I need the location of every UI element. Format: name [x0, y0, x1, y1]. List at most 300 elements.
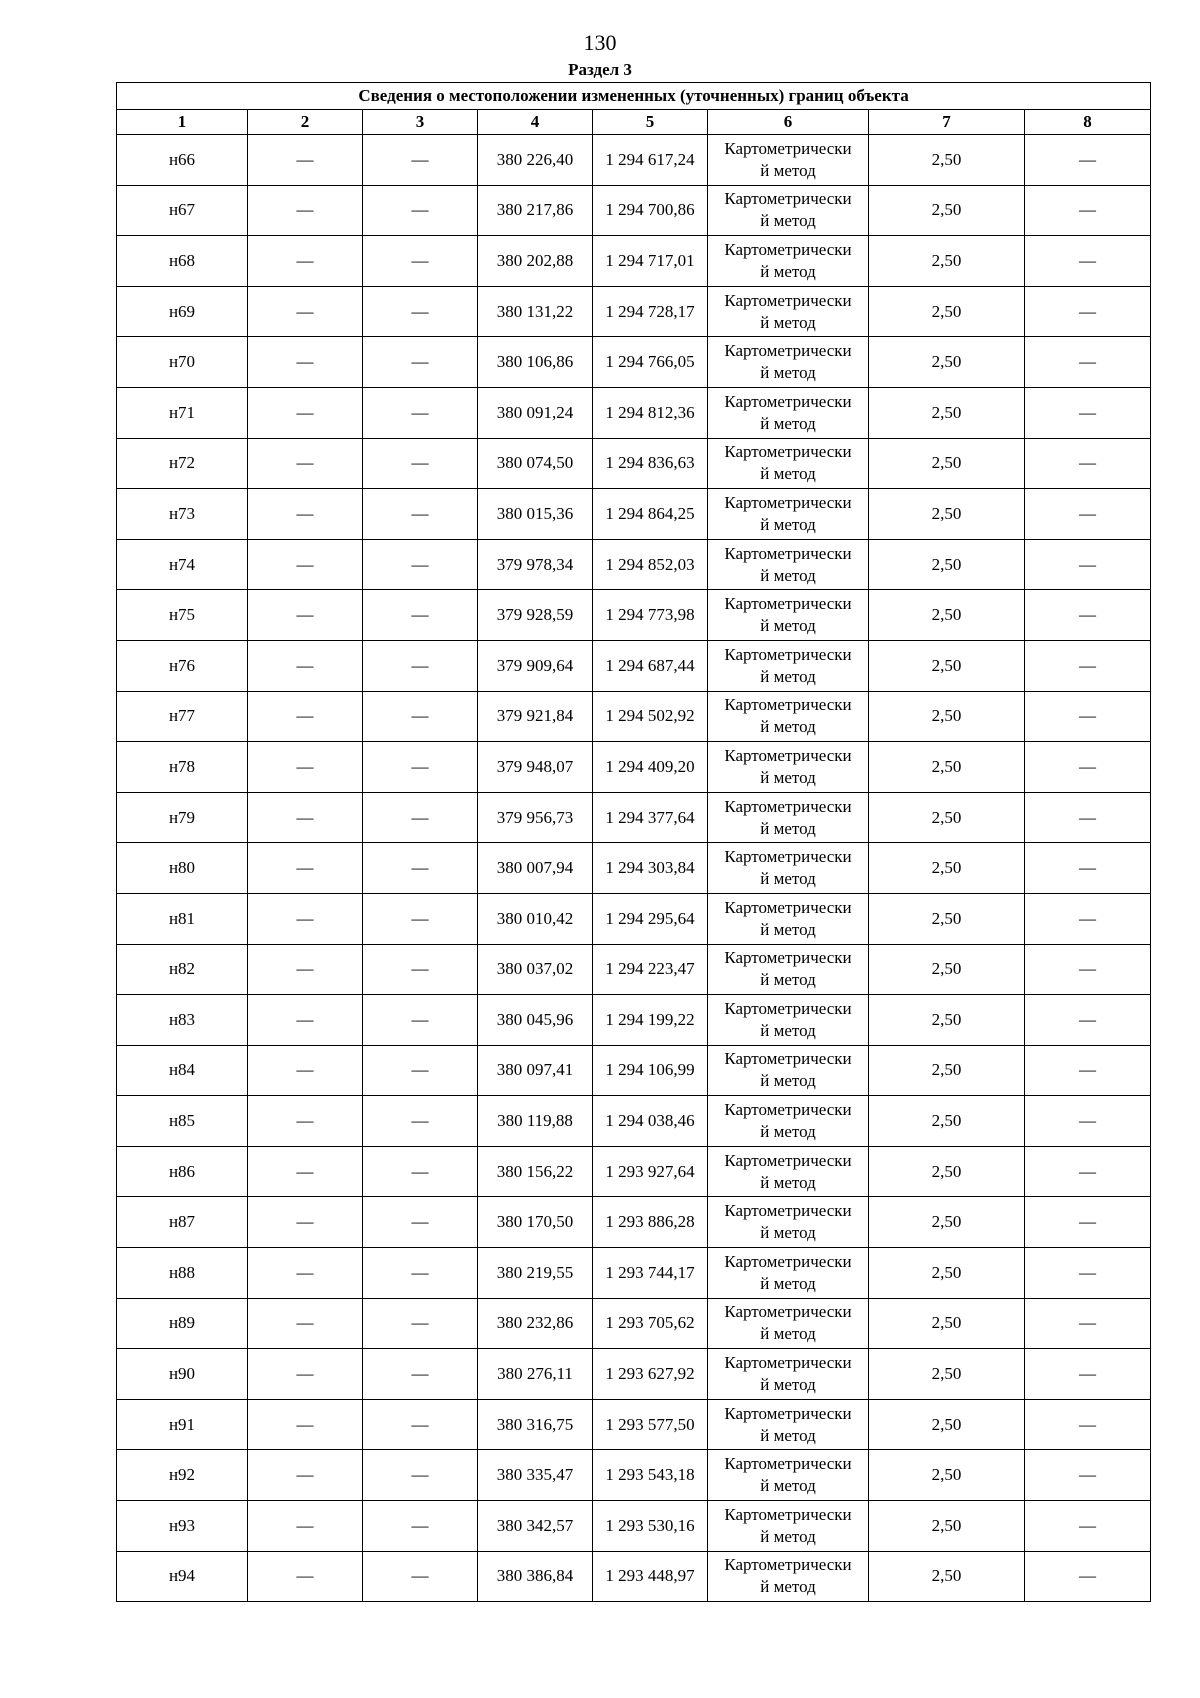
x-coordinate-cell: 380 342,57 — [478, 1501, 593, 1552]
method-line-1: Картометрически — [724, 998, 852, 1018]
method-line-2: й метод — [760, 160, 816, 180]
y-coordinate-cell: 1 294 409,20 — [593, 742, 708, 793]
column-2-cell: — — [248, 185, 363, 236]
method-cell — [708, 640, 869, 691]
column-2-cell: — — [248, 387, 363, 438]
method-cell — [708, 792, 869, 843]
y-coordinate-cell: 1 294 812,36 — [593, 387, 708, 438]
coordinates-table — [116, 82, 1151, 1602]
point-name-cell: н76 — [117, 640, 248, 691]
y-coordinate-cell: 1 294 717,01 — [593, 236, 708, 287]
point-name-cell: н90 — [117, 1349, 248, 1400]
y-coordinate-cell: 1 294 687,44 — [593, 640, 708, 691]
column-8-cell: — — [1025, 1501, 1151, 1552]
point-name-cell: н88 — [117, 1248, 248, 1299]
column-8-cell: — — [1025, 691, 1151, 742]
table-row — [117, 236, 1151, 287]
column-2-cell: — — [248, 691, 363, 742]
table-row — [117, 1096, 1151, 1147]
y-coordinate-cell: 1 294 502,92 — [593, 691, 708, 742]
point-name-cell: н79 — [117, 792, 248, 843]
accuracy-cell: 2,50 — [869, 135, 1025, 186]
column-8-cell: — — [1025, 1399, 1151, 1450]
table-body — [117, 135, 1151, 1602]
x-coordinate-cell: 380 316,75 — [478, 1399, 593, 1450]
method-cell — [708, 1450, 869, 1501]
point-name-cell: н86 — [117, 1146, 248, 1197]
method-line-1: Картометрически — [724, 341, 852, 361]
accuracy-cell: 2,50 — [869, 691, 1025, 742]
point-name-cell: н84 — [117, 1045, 248, 1096]
x-coordinate-cell: 380 156,22 — [478, 1146, 593, 1197]
method-line-1: Картометрически — [724, 644, 852, 664]
column-8-cell: — — [1025, 387, 1151, 438]
accuracy-cell: 2,50 — [869, 387, 1025, 438]
x-coordinate-cell: 380 386,84 — [478, 1551, 593, 1602]
table-row — [117, 742, 1151, 793]
table-row — [117, 337, 1151, 388]
column-3-cell: — — [363, 742, 478, 793]
method-line-1: Картометрически — [724, 1100, 852, 1120]
method-line-2: й метод — [760, 1071, 816, 1091]
column-number-row — [117, 110, 1151, 135]
method-line-1: Картометрически — [724, 138, 852, 158]
point-name-cell: н66 — [117, 135, 248, 186]
column-3-cell: — — [363, 1551, 478, 1602]
table-row — [117, 286, 1151, 337]
section-title: Раздел 3 — [568, 60, 632, 79]
table-caption: Сведения о местоположении измененных (уточненных) границ объекта — [117, 83, 1151, 110]
point-name-cell: н87 — [117, 1197, 248, 1248]
y-coordinate-cell: 1 294 864,25 — [593, 489, 708, 540]
accuracy-cell: 2,50 — [869, 1450, 1025, 1501]
point-name-cell: н92 — [117, 1450, 248, 1501]
y-coordinate-cell: 1 294 303,84 — [593, 843, 708, 894]
column-8-cell: — — [1025, 590, 1151, 641]
point-name-cell: н89 — [117, 1298, 248, 1349]
method-line-1: Картометрически — [724, 1353, 852, 1373]
column-8-cell: — — [1025, 1146, 1151, 1197]
method-cell — [708, 286, 869, 337]
point-name-cell: н67 — [117, 185, 248, 236]
column-3-cell: — — [363, 489, 478, 540]
column-3-cell: — — [363, 1298, 478, 1349]
method-line-1: Картометрически — [724, 543, 852, 563]
accuracy-cell: 2,50 — [869, 995, 1025, 1046]
column-3-cell: — — [363, 1197, 478, 1248]
accuracy-cell: 2,50 — [869, 1146, 1025, 1197]
method-line-2: й метод — [760, 1526, 816, 1546]
method-line-2: й метод — [760, 919, 816, 939]
method-cell — [708, 1146, 869, 1197]
method-line-2: й метод — [760, 514, 816, 534]
accuracy-cell: 2,50 — [869, 792, 1025, 843]
x-coordinate-cell: 380 074,50 — [478, 438, 593, 489]
accuracy-cell: 2,50 — [869, 1298, 1025, 1349]
y-coordinate-cell: 1 293 543,18 — [593, 1450, 708, 1501]
column-8-cell: — — [1025, 438, 1151, 489]
accuracy-cell: 2,50 — [869, 843, 1025, 894]
column-number: 8 — [1025, 110, 1151, 135]
accuracy-cell: 2,50 — [869, 1399, 1025, 1450]
table-row — [117, 893, 1151, 944]
column-8-cell: — — [1025, 185, 1151, 236]
x-coordinate-cell: 379 909,64 — [478, 640, 593, 691]
method-line-2: й метод — [760, 818, 816, 838]
column-2-cell: — — [248, 1450, 363, 1501]
column-3-cell: — — [363, 944, 478, 995]
column-8-cell: — — [1025, 1045, 1151, 1096]
method-line-1: Картометрически — [724, 1251, 852, 1271]
table-caption-row — [117, 83, 1151, 110]
method-cell — [708, 1045, 869, 1096]
accuracy-cell: 2,50 — [869, 1349, 1025, 1400]
column-3-cell: — — [363, 1146, 478, 1197]
method-line-1: Картометрически — [724, 1302, 852, 1322]
accuracy-cell: 2,50 — [869, 1501, 1025, 1552]
accuracy-cell: 2,50 — [869, 438, 1025, 489]
table-row — [117, 590, 1151, 641]
method-line-2: й метод — [760, 261, 816, 281]
table-row — [117, 1197, 1151, 1248]
column-2-cell: — — [248, 1045, 363, 1096]
column-number: 2 — [248, 110, 363, 135]
point-name-cell: н70 — [117, 337, 248, 388]
column-number: 5 — [593, 110, 708, 135]
table-row — [117, 1551, 1151, 1602]
method-line-1: Картометрически — [724, 492, 852, 512]
column-2-cell: — — [248, 1551, 363, 1602]
column-8-cell: — — [1025, 1197, 1151, 1248]
method-line-2: й метод — [760, 1223, 816, 1243]
column-2-cell: — — [248, 590, 363, 641]
method-line-2: й метод — [760, 565, 816, 585]
column-3-cell: — — [363, 135, 478, 186]
method-line-2: й метод — [760, 211, 816, 231]
method-line-1: Картометрически — [724, 442, 852, 462]
accuracy-cell: 2,50 — [869, 944, 1025, 995]
column-8-cell: — — [1025, 489, 1151, 540]
y-coordinate-cell: 1 294 199,22 — [593, 995, 708, 1046]
column-8-cell: — — [1025, 1450, 1151, 1501]
column-3-cell: — — [363, 1450, 478, 1501]
method-cell — [708, 1197, 869, 1248]
table-row — [117, 1248, 1151, 1299]
y-coordinate-cell: 1 293 577,50 — [593, 1399, 708, 1450]
x-coordinate-cell: 380 335,47 — [478, 1450, 593, 1501]
method-cell — [708, 337, 869, 388]
accuracy-cell: 2,50 — [869, 286, 1025, 337]
method-cell — [708, 1096, 869, 1147]
column-2-cell: — — [248, 1399, 363, 1450]
y-coordinate-cell: 1 294 617,24 — [593, 135, 708, 186]
table-row — [117, 1450, 1151, 1501]
column-2-cell: — — [248, 944, 363, 995]
method-line-2: й метод — [760, 363, 816, 383]
method-line-2: й метод — [760, 970, 816, 990]
method-cell — [708, 539, 869, 590]
x-coordinate-cell: 380 037,02 — [478, 944, 593, 995]
x-coordinate-cell: 380 097,41 — [478, 1045, 593, 1096]
method-cell — [708, 742, 869, 793]
point-name-cell: н72 — [117, 438, 248, 489]
column-2-cell: — — [248, 135, 363, 186]
column-2-cell: — — [248, 995, 363, 1046]
column-2-cell: — — [248, 1501, 363, 1552]
method-line-1: Картометрически — [724, 1201, 852, 1221]
column-2-cell: — — [248, 1197, 363, 1248]
accuracy-cell: 2,50 — [869, 185, 1025, 236]
x-coordinate-cell: 380 232,86 — [478, 1298, 593, 1349]
column-number: 4 — [478, 110, 593, 135]
column-2-cell: — — [248, 792, 363, 843]
accuracy-cell: 2,50 — [869, 590, 1025, 641]
accuracy-cell: 2,50 — [869, 1248, 1025, 1299]
method-cell — [708, 1399, 869, 1450]
column-8-cell: — — [1025, 742, 1151, 793]
column-8-cell: — — [1025, 337, 1151, 388]
y-coordinate-cell: 1 294 106,99 — [593, 1045, 708, 1096]
table-row — [117, 438, 1151, 489]
y-coordinate-cell: 1 294 852,03 — [593, 539, 708, 590]
point-name-cell: н73 — [117, 489, 248, 540]
method-line-1: Картометрически — [724, 948, 852, 968]
method-line-2: й метод — [760, 1122, 816, 1142]
y-coordinate-cell: 1 293 530,16 — [593, 1501, 708, 1552]
x-coordinate-cell: 380 091,24 — [478, 387, 593, 438]
column-8-cell: — — [1025, 1551, 1151, 1602]
column-2-cell: — — [248, 640, 363, 691]
method-line-1: Картометрически — [724, 1454, 852, 1474]
method-cell — [708, 1551, 869, 1602]
column-number: 3 — [363, 110, 478, 135]
accuracy-cell: 2,50 — [869, 1197, 1025, 1248]
page-number: 130 — [583, 30, 617, 55]
column-2-cell: — — [248, 438, 363, 489]
column-3-cell: — — [363, 185, 478, 236]
column-8-cell: — — [1025, 843, 1151, 894]
point-name-cell: н91 — [117, 1399, 248, 1450]
method-line-1: Картометрически — [724, 1049, 852, 1069]
method-line-1: Картометрически — [724, 897, 852, 917]
method-line-1: Картометрически — [724, 1504, 852, 1524]
method-line-2: й метод — [760, 869, 816, 889]
column-8-cell: — — [1025, 1248, 1151, 1299]
y-coordinate-cell: 1 294 700,86 — [593, 185, 708, 236]
y-coordinate-cell: 1 294 773,98 — [593, 590, 708, 641]
x-coordinate-cell: 380 131,22 — [478, 286, 593, 337]
x-coordinate-cell: 380 217,86 — [478, 185, 593, 236]
column-2-cell: — — [248, 1248, 363, 1299]
point-name-cell: н74 — [117, 539, 248, 590]
method-line-2: й метод — [760, 413, 816, 433]
column-8-cell: — — [1025, 135, 1151, 186]
x-coordinate-cell: 379 956,73 — [478, 792, 593, 843]
column-2-cell: — — [248, 489, 363, 540]
method-line-1: Картометрически — [724, 290, 852, 310]
y-coordinate-cell: 1 293 927,64 — [593, 1146, 708, 1197]
table-row — [117, 1501, 1151, 1552]
column-8-cell: — — [1025, 792, 1151, 843]
column-3-cell: — — [363, 1248, 478, 1299]
method-cell — [708, 893, 869, 944]
column-3-cell: — — [363, 1399, 478, 1450]
column-3-cell: — — [363, 1349, 478, 1400]
point-name-cell: н94 — [117, 1551, 248, 1602]
column-3-cell: — — [363, 691, 478, 742]
method-line-2: й метод — [760, 616, 816, 636]
accuracy-cell: 2,50 — [869, 1551, 1025, 1602]
method-cell — [708, 1248, 869, 1299]
method-cell — [708, 1349, 869, 1400]
table-row — [117, 792, 1151, 843]
x-coordinate-cell: 380 045,96 — [478, 995, 593, 1046]
point-name-cell: н71 — [117, 387, 248, 438]
point-name-cell: н83 — [117, 995, 248, 1046]
method-cell — [708, 1298, 869, 1349]
table-row — [117, 995, 1151, 1046]
method-cell — [708, 843, 869, 894]
point-name-cell: н75 — [117, 590, 248, 641]
y-coordinate-cell: 1 294 223,47 — [593, 944, 708, 995]
column-2-cell: — — [248, 1298, 363, 1349]
table-row — [117, 1399, 1151, 1450]
method-cell — [708, 1501, 869, 1552]
point-name-cell: н93 — [117, 1501, 248, 1552]
method-line-1: Картометрически — [724, 239, 852, 259]
column-2-cell: — — [248, 236, 363, 287]
column-8-cell: — — [1025, 539, 1151, 590]
accuracy-cell: 2,50 — [869, 893, 1025, 944]
method-line-1: Картометрически — [724, 189, 852, 209]
column-2-cell: — — [248, 1146, 363, 1197]
column-3-cell: — — [363, 286, 478, 337]
method-cell — [708, 135, 869, 186]
point-name-cell: н81 — [117, 893, 248, 944]
column-3-cell: — — [363, 387, 478, 438]
y-coordinate-cell: 1 294 836,63 — [593, 438, 708, 489]
x-coordinate-cell: 380 226,40 — [478, 135, 593, 186]
table-row — [117, 135, 1151, 186]
method-line-1: Картометрически — [724, 1555, 852, 1575]
accuracy-cell: 2,50 — [869, 640, 1025, 691]
accuracy-cell: 2,50 — [869, 1096, 1025, 1147]
accuracy-cell: 2,50 — [869, 1045, 1025, 1096]
column-3-cell: — — [363, 236, 478, 287]
column-3-cell: — — [363, 1501, 478, 1552]
method-line-1: Картометрически — [724, 847, 852, 867]
method-cell — [708, 944, 869, 995]
y-coordinate-cell: 1 294 377,64 — [593, 792, 708, 843]
method-cell — [708, 995, 869, 1046]
method-cell — [708, 590, 869, 641]
column-8-cell: — — [1025, 893, 1151, 944]
column-2-cell: — — [248, 843, 363, 894]
column-8-cell: — — [1025, 1349, 1151, 1400]
method-line-1: Картометрически — [724, 695, 852, 715]
method-line-2: й метод — [760, 666, 816, 686]
column-3-cell: — — [363, 590, 478, 641]
x-coordinate-cell: 380 007,94 — [478, 843, 593, 894]
method-line-2: й метод — [760, 1577, 816, 1597]
y-coordinate-cell: 1 293 886,28 — [593, 1197, 708, 1248]
point-name-cell: н78 — [117, 742, 248, 793]
column-8-cell: — — [1025, 640, 1151, 691]
column-8-cell: — — [1025, 236, 1151, 287]
x-coordinate-cell: 380 010,42 — [478, 893, 593, 944]
table-row — [117, 1349, 1151, 1400]
column-2-cell: — — [248, 1096, 363, 1147]
x-coordinate-cell: 380 015,36 — [478, 489, 593, 540]
x-coordinate-cell: 380 202,88 — [478, 236, 593, 287]
table-row — [117, 944, 1151, 995]
x-coordinate-cell: 379 928,59 — [478, 590, 593, 641]
table-row — [117, 843, 1151, 894]
x-coordinate-cell: 380 276,11 — [478, 1349, 593, 1400]
column-3-cell: — — [363, 843, 478, 894]
method-line-2: й метод — [760, 1476, 816, 1496]
column-2-cell: — — [248, 286, 363, 337]
column-3-cell: — — [363, 995, 478, 1046]
method-line-2: й метод — [760, 1324, 816, 1344]
table-row — [117, 489, 1151, 540]
method-cell — [708, 489, 869, 540]
column-3-cell: — — [363, 893, 478, 944]
method-line-2: й метод — [760, 717, 816, 737]
column-8-cell: — — [1025, 995, 1151, 1046]
table-row — [117, 1298, 1151, 1349]
column-3-cell: — — [363, 792, 478, 843]
method-line-1: Картометрически — [724, 1150, 852, 1170]
method-line-2: й метод — [760, 464, 816, 484]
point-name-cell: н85 — [117, 1096, 248, 1147]
column-3-cell: — — [363, 1045, 478, 1096]
method-line-2: й метод — [760, 1172, 816, 1192]
column-3-cell: — — [363, 539, 478, 590]
column-2-cell: — — [248, 1349, 363, 1400]
accuracy-cell: 2,50 — [869, 236, 1025, 287]
y-coordinate-cell: 1 294 038,46 — [593, 1096, 708, 1147]
column-3-cell: — — [363, 1096, 478, 1147]
y-coordinate-cell: 1 293 705,62 — [593, 1298, 708, 1349]
y-coordinate-cell: 1 293 744,17 — [593, 1248, 708, 1299]
accuracy-cell: 2,50 — [869, 489, 1025, 540]
column-number: 1 — [117, 110, 248, 135]
method-line-1: Картометрически — [724, 745, 852, 765]
table-row — [117, 539, 1151, 590]
x-coordinate-cell: 380 119,88 — [478, 1096, 593, 1147]
method-line-1: Картометрически — [724, 1403, 852, 1423]
method-line-2: й метод — [760, 1020, 816, 1040]
method-cell — [708, 387, 869, 438]
table-row — [117, 185, 1151, 236]
column-8-cell: — — [1025, 944, 1151, 995]
table-row — [117, 1045, 1151, 1096]
method-line-2: й метод — [760, 1425, 816, 1445]
y-coordinate-cell: 1 294 766,05 — [593, 337, 708, 388]
point-name-cell: н77 — [117, 691, 248, 742]
x-coordinate-cell: 380 170,50 — [478, 1197, 593, 1248]
method-cell — [708, 185, 869, 236]
table-row — [117, 691, 1151, 742]
method-line-2: й метод — [760, 1375, 816, 1395]
method-cell — [708, 691, 869, 742]
table-row — [117, 387, 1151, 438]
column-2-cell: — — [248, 742, 363, 793]
column-2-cell: — — [248, 893, 363, 944]
column-8-cell: — — [1025, 1096, 1151, 1147]
point-name-cell: н80 — [117, 843, 248, 894]
